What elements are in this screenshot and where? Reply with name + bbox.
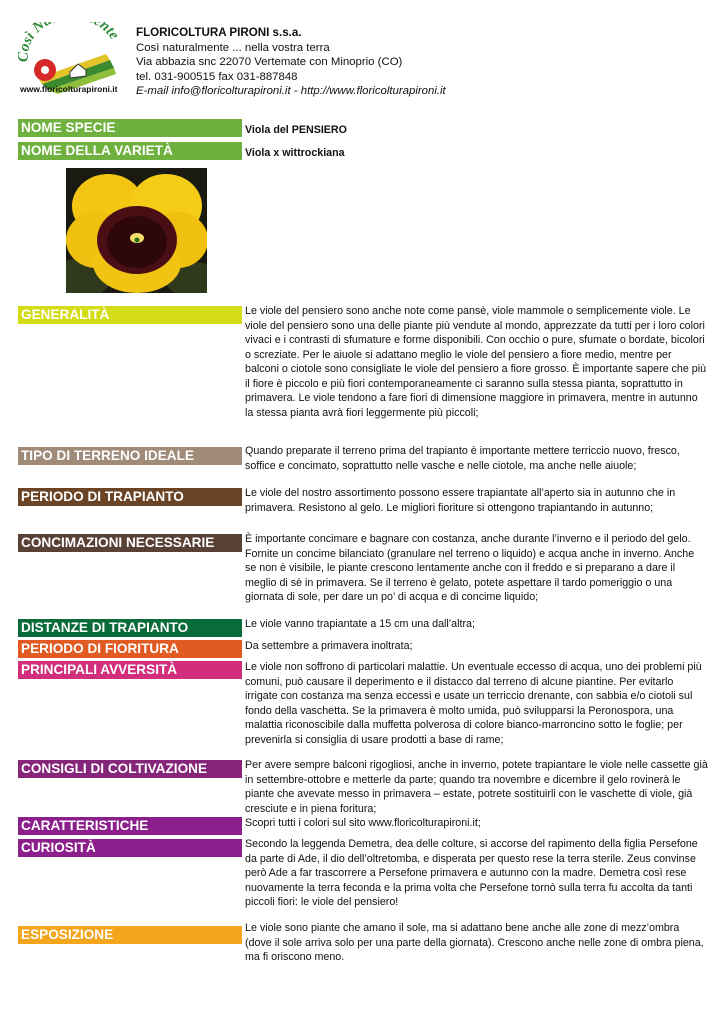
label-terreno: TIPO DI TERRENO IDEALE bbox=[18, 447, 242, 465]
company-address: Via abbazia snc 22070 Vertemate con Minoprio (CO) bbox=[136, 56, 403, 69]
text-caratteristiche: Scopri tutti i colori sul sito www.floricolturapironi.it; bbox=[245, 817, 481, 829]
label-nome-varieta: NOME DELLA VARIETÀ bbox=[18, 142, 242, 160]
company-info bbox=[136, 26, 446, 99]
text-trapianto: Le viole del nostro assortimento possono essere trapiantate all’aperto sia in autunno che in primavera. Resistono al gelo. Le migliori fioriture si ottengono trapiantando in autunno; bbox=[245, 487, 676, 514]
value-nome-specie: Viola del PENSIERO bbox=[245, 124, 347, 136]
text-curiosita: Secondo la leggenda Demetra, dea delle colture, si accorse del rapimento della figlia Persefone da parte di Ade, il dio dell’oltretomba, e disperata per questo rese la terra sterile. Zeus convinse però Ade a far trascorrere a Persefone primavera e autunno con la madre. Demetra così rese nuovamente la terra feconda e la prima volta che Persefone tornò sulla terra fu accolta da tanti piccoli fiori: le viole del pensiero! bbox=[245, 838, 698, 908]
text-generalita: Le viole del pensiero sono anche note come pansè, viole mammole o semplicemente viole. Le viole del pensiero sono una delle piante più vendute al mondo, apprezzate da tutti per i loro colori vivaci e i contrasti di sfumature e forme disponibili. Con occhio o pure, sfumate o bordate, bicolori o screziate. Per le aiuole si adattano meglio le viole del pensiero a fiore medio, mentre per balconi o ciotole sono consigliate le viole del pensiero a fiore grosso. È importante sapere che più il fiore è piccolo e più fiori contemporaneamente ci saranno sulla stessa pianta, soprattutto in primavera. Le viole tendono a fare fiori di dimensione maggiore in primavera, mentre in autunno la stessa pianta avrà fiori leggermente più piccoli; bbox=[245, 305, 707, 419]
text-concimazioni: È importante concimare e bagnare con costanza, anche durante l’inverno e il periodo del gelo. Fornite un concime bilanciato (granulare nel terreno o liquido) e acqua anche in inverno. Anche se non è visibile, le piante crescono lentamente anche con il freddo e si preparano a dare il meglio di sè in primavera. Se il terreno è gelato, potete aspettare il tardo pomeriggio o una giornata di sole, per dare un po’ di acqua e di concime liquido; bbox=[245, 533, 695, 603]
company-name: FLORICOLTURA PIRONI s.s.a. bbox=[136, 26, 302, 39]
text-distanze: Le viole vanno trapiantate a 15 cm una dall’altra; bbox=[245, 618, 475, 630]
label-esposizione: ESPOSIZIONE bbox=[18, 926, 242, 944]
label-distanze: DISTANZE DI TRAPIANTO bbox=[18, 619, 242, 637]
label-concimazioni: CONCIMAZIONI NECESSARIE bbox=[18, 534, 242, 552]
company-slogan: Così naturalmente ... nella vostra terra bbox=[136, 41, 330, 54]
logo-text: sì N nte bbox=[19, 22, 122, 47]
text-fioritura: Da settembre a primavera inoltrata; bbox=[245, 640, 413, 652]
text-avversita: Le viole non soffrono di particolari malattie. Un eventuale eccesso di acqua, uno dei problemi più comuni, può causare il deperimento e il distacco dal terreno di alcune piantine. Per evitarlo irrigate con costanza ma senza eccessi e usate un terriccio drenante, con sabbia e/o ciotoli sul fondo della vaschetta. Se la primavera è molto umida, può svilupparsi la Peronospora, una malattia riconoscibile dalla muffetta polverosa di colore bianco-marroncino sotto le foglie; per prevenirla si consiglia di usare prodotti a base di rame; bbox=[245, 661, 702, 746]
text-consigli: Per avere sempre balconi rigogliosi, anche in inverno, potete trapiantare le viole nelle cassette già in settembre-ottobre e metterle da parte; quando tra novembre e dicembre il gelo rovinerà le piante che avevate messo in primavera – estate, potrete sostituirli con le vaschette di viole, già cresciute e in piena foritura; bbox=[245, 759, 708, 815]
label-fioritura: PERIODO DI FIORITURA bbox=[18, 640, 242, 658]
label-curiosita: CURIOSITÀ bbox=[18, 839, 242, 857]
text-esposizione: Le viole sono piante che amano il sole, ma si adattano bene anche alle zone di mezz’ombra (dove il sole arriva solo per una parte della giornata). Crescono anche nelle zone di ombra piena, ma fi oriscono meno. bbox=[245, 922, 704, 963]
value-nome-varieta: Viola x wittrockiana bbox=[245, 147, 345, 159]
logo-url: www.floricolturapironi.it bbox=[20, 84, 118, 94]
pansy-photo bbox=[66, 168, 207, 293]
company-phone: tel. 031-900515 fax 031-887848 bbox=[136, 70, 298, 83]
label-caratteristiche: CARATTERISTICHE bbox=[18, 817, 242, 835]
label-trapianto: PERIODO DI TRAPIANTO bbox=[18, 488, 242, 506]
text-terreno: Quando preparate il terreno prima del trapianto è importante mettere terriccio nuovo, fresco, soffice e concimato, soprattutto nelle vasche e nelle ciotole, ma anche nelle aiuole; bbox=[245, 445, 680, 472]
company-contact: E-mail info@floricolturapironi.it - http://www.floricolturapironi.it bbox=[136, 85, 446, 98]
label-consigli: CONSIGLI DI COLTIVAZIONE bbox=[18, 760, 242, 778]
label-avversita: PRINCIPALI AVVERSITÀ bbox=[18, 661, 242, 679]
label-nome-specie: NOME SPECIE bbox=[18, 119, 242, 137]
label-generalita: GENERALITÀ bbox=[18, 306, 242, 324]
